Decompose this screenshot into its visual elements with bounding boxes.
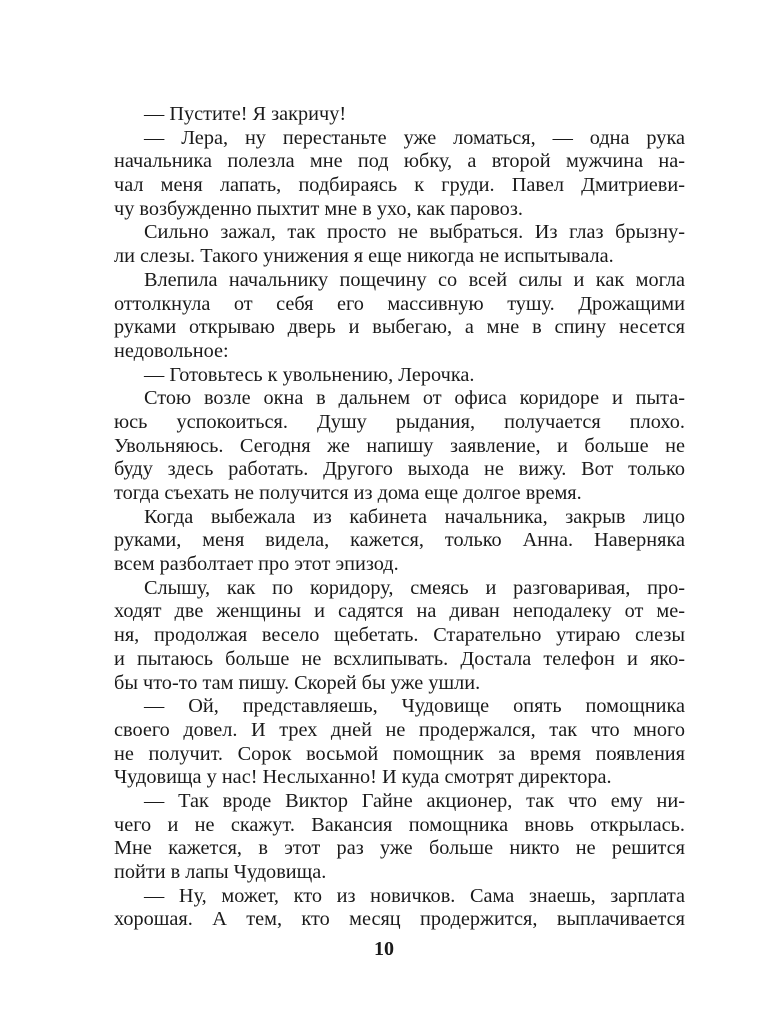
text-line: Сильно зажал, так просто не выбраться. Из глаз брызну- [144,221,685,244]
text-line: Когда выбежала из кабинета начальника, закрыв лицо [144,505,685,528]
text-line: — Готовьтесь к увольнению, Лерочка. [144,363,475,386]
body-text [114,103,685,932]
text-line: не получит. Сорок восьмой помощник за время появления [114,742,685,765]
text-line: — Ну, может, кто из новичков. Сама знаешь, зарплата [144,884,685,907]
text-line: Чудовища у нас! Неслыханно! И куда смотрят директора. [114,766,612,789]
text-line: — Лера, ну перестаньте уже ломаться, — одна рука [144,126,685,149]
text-line: руками, меня видела, кажется, только Анна. Наверняка [114,529,685,552]
text-line: недовольное: [114,339,229,362]
text-line: начальника полезла мне под юбку, а второй мужчина на- [114,150,685,173]
text-line: буду здесь работать. Другого выхода не вижу. Вот только [114,458,685,481]
text-line: пойти в лапы Чудовища. [114,861,327,883]
text-line: бы что-то там пишу. Скорей бы уже ушли. [114,671,481,694]
text-line: всем разболтает про этот эпизод. [114,553,399,576]
text-line: чал меня лапать, подбираясь к груди. Павел Дмитриеви- [114,174,685,197]
text-line: своего довел. И трех дней не продержался, так что много [114,718,685,741]
text-line: Увольняюсь. Сегодня же напишу заявление, и больше не [114,434,685,457]
text-line: ня, продолжая весело щебетать. Старательно утираю слезы [114,624,685,647]
text-line: — Ой, представляешь, Чудовище опять помощника [144,695,685,718]
text-line: Стою возле окна в дальнем от офиса коридоре и пыта- [144,387,685,410]
text-line: — Так вроде Виктор Гайне акционер, так что ему ни- [144,789,685,812]
text-line: ли слезы. Такого унижения я еще никогда не испытывала. [114,245,614,268]
text-line: руками открываю дверь и выбегаю, а мне в спину несется [114,316,685,339]
text-line: тогда съехать не получится из дома еще долгое время. [114,482,582,504]
text-line: Слышу, как по коридору, смеясь и разговаривая, про- [144,576,685,599]
text-line: — Пустите! Я закричу! [144,103,347,125]
text-line: чего и не скажут. Вакансия помощника вновь открылась. [114,813,685,836]
text-line: юсь успокоиться. Душу рыдания, получается плохо. [114,410,685,433]
text-line: Мне кажется, в этот раз уже больше никто не решится [114,837,685,860]
text-line: оттолкнула от себя его массивную тушу. Дрожащими [114,292,685,315]
text-line: и пытаюсь больше не всхлипывать. Достала телефон и яко- [114,647,685,670]
text-line: Влепила начальнику пощечину со всей силы и как могла [144,268,685,291]
text-line: чу возбужденно пыхтит мне в ухо, как паровоз. [114,197,523,220]
page-number: 10 [374,938,394,960]
text-line: хорошая. А тем, кто месяц продержится, выплачивается [114,908,685,931]
text-line: ходят две женщины и садятся на диван неподалеку от ме- [114,600,685,623]
